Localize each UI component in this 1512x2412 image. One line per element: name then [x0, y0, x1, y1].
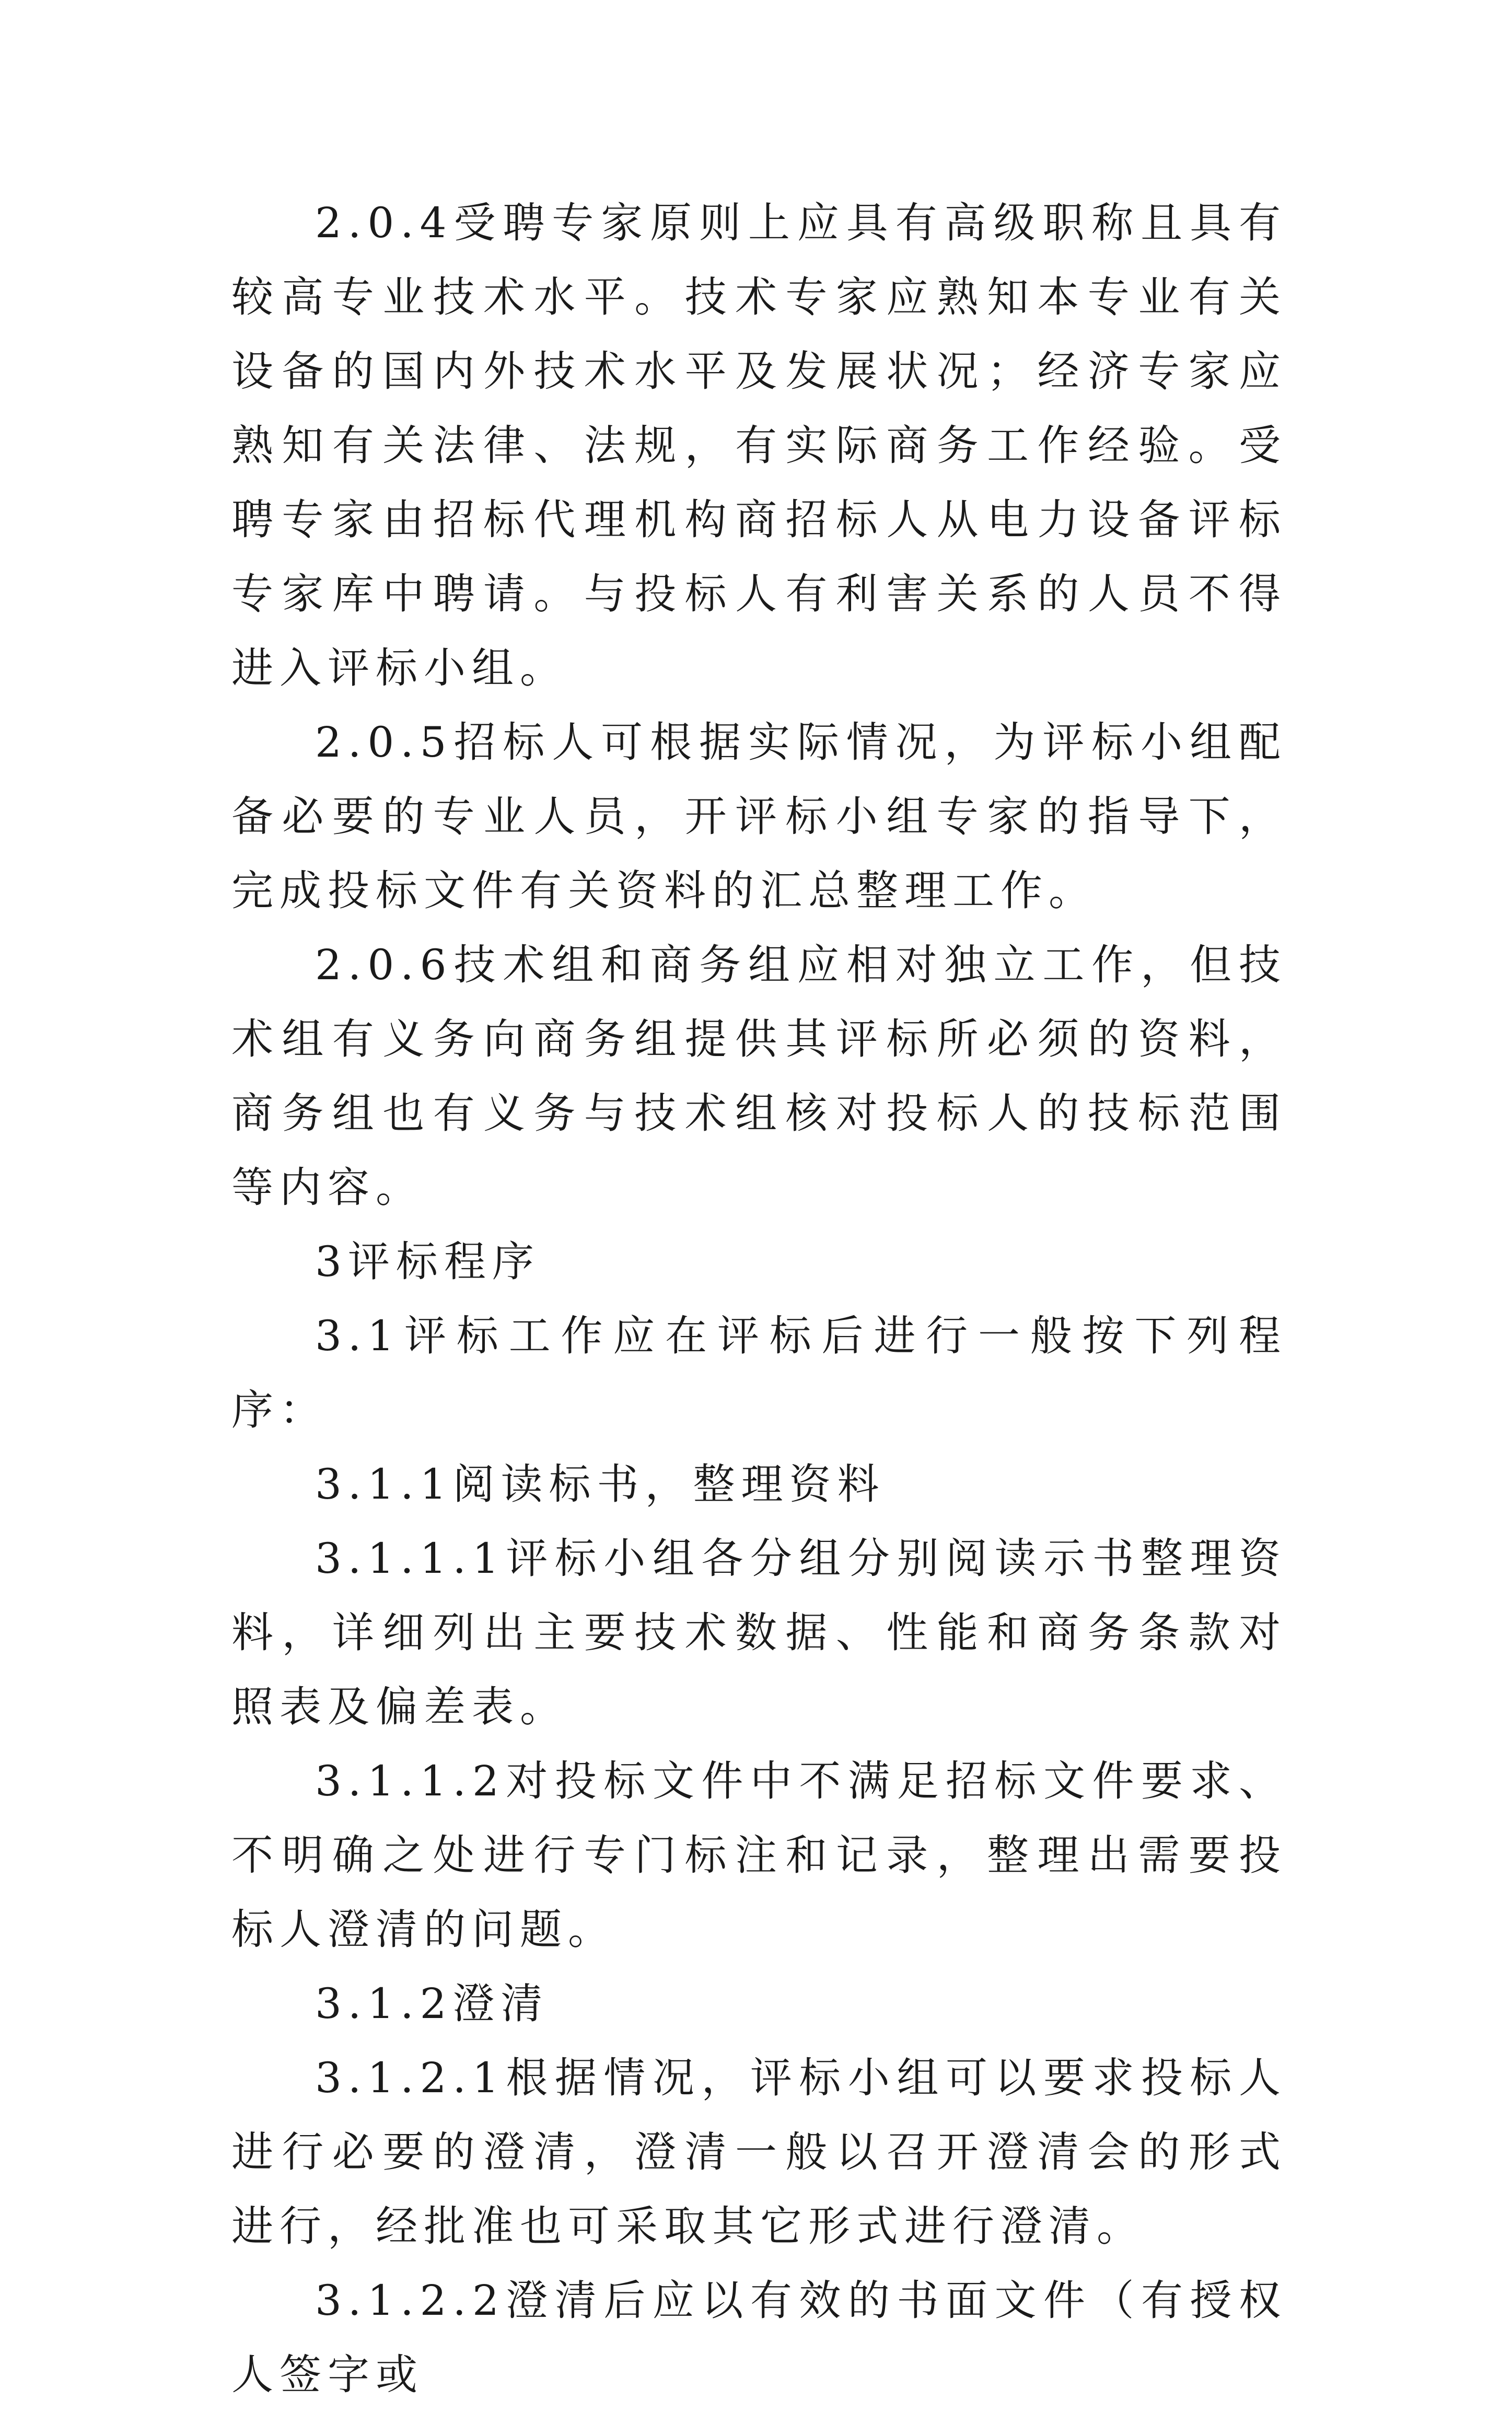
paragraph-3-1-2-1: 3.1.2.1根据情况，评标小组可以要求投标人进行必要的澄清，澄清一般以召开澄清会的形式进行，经批准也可采取其它形式进行澄清。 [231, 2054, 1287, 2251]
paragraph-3-1-2: 3.1.2澄清 [315, 1979, 549, 2028]
paragraph-3-1-1-2: 3.1.1.2对投标文件中不满足招标文件要求、不明确之处进行专门标注和记录，整理出需要投标人澄清的问题。 [231, 1757, 1287, 1954]
paragraph-2-0-5: 2.0.5招标人可根据实际情况，为评标小组配备必要的专业人员，开评标小组专家的指导下，完成投标文件有关资料的汇总整理工作。 [231, 718, 1287, 915]
paragraph-3-1-1: 3.1.1阅读标书，整理资料 [315, 1460, 886, 1509]
paragraph-3-1-1-1: 3.1.1.1评标小组各分组分别阅读示书整理资料，详细列出主要技术数据、性能和商务条款对照表及偏差表。 [231, 1534, 1287, 1731]
paragraph-2-0-6: 2.0.6技术组和商务组应相对独立工作，但技术组有义务向商务组提供其评标所必须的资料，商务组也有义务与技术组核对投标人的技标范围等内容。 [231, 941, 1287, 1212]
paragraph-2-0-4: 2.0.4受聘专家原则上应具有高级职称且具有较高专业技术水平。技术专家应熟知本专业有关设备的国内外技术水平及发展状况；经济专家应熟知有关法律、法规，有实际商务工作经验。受聘专家由招标代理机构商招标人从电力设备评标专家库中聘请。与投标人有利害关系的人员不得进入评标小组。 [231, 199, 1287, 692]
section-heading-3: 3评标程序 [315, 1237, 540, 1286]
paragraph-3-1-2-2: 3.1.2.2澄清后应以有效的书面文件（有授权人签字或 [231, 2276, 1287, 2399]
paragraph-3-1: 3.1评标工作应在评标后进行一般按下列程序： [231, 1312, 1287, 1434]
document-body [231, 186, 1287, 2412]
